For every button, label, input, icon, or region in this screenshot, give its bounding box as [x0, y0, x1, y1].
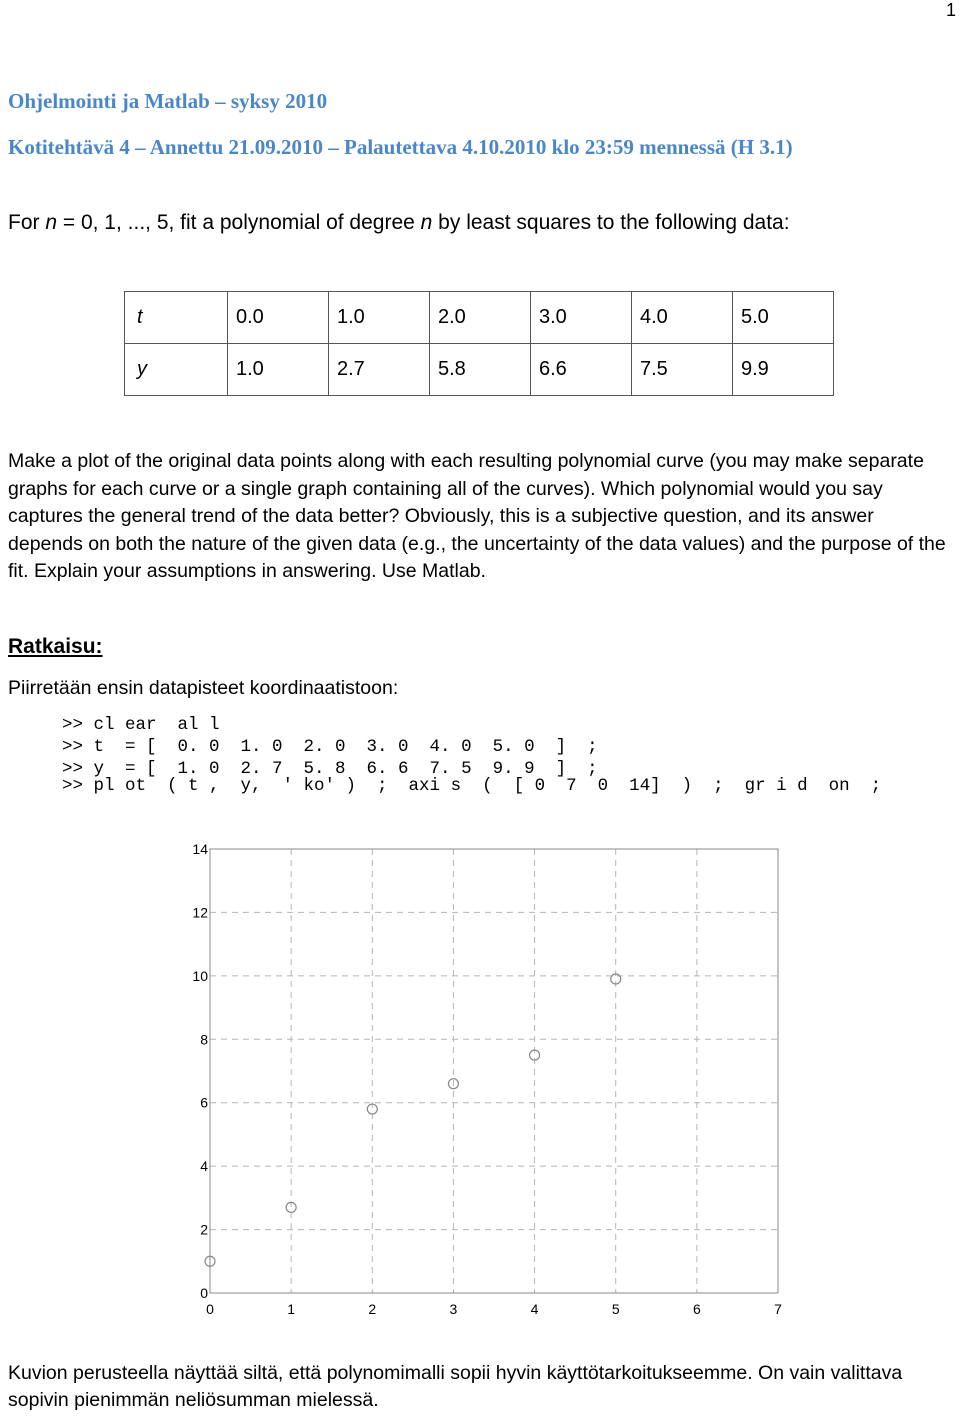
row-label: y [125, 344, 228, 396]
intro-prefix: For [8, 211, 46, 234]
y-tick-label: 0 [200, 1285, 208, 1301]
axes-box [210, 849, 778, 1293]
x-tick-label: 6 [692, 1301, 701, 1317]
code-line: >> t = [ 0. 0 1. 0 2. 0 3. 0 4. 0 5. 0 ] ; [62, 737, 598, 757]
table-cell: 9.9 [733, 344, 834, 396]
table-row-t [125, 292, 834, 344]
table-cell: 1.0 [329, 292, 430, 344]
y-tick-label: 8 [200, 1031, 208, 1048]
table-cell: 0.0 [228, 292, 329, 344]
code-line: >> cl ear al l [62, 715, 220, 735]
data-points [205, 974, 621, 1266]
task-text: Make a plot of the original data points along with each resulting polynomial curve (you may make separate graphs for each curve or a single graph containing all of the curves). Which polynomial would you say captures the general trend of the data better? Obviously, this is a subjective question, and its answer depends on both the nature of the given data (e.g., the uncertainty of the data values) and the purpose of the fit. Explain your assumptions in answering. Use Matlab. [8, 450, 946, 582]
problem-intro [8, 211, 790, 235]
table-cell: 7.5 [632, 344, 733, 396]
x-tick-label: 2 [368, 1301, 377, 1317]
solution-heading: Ratkaisu: [8, 635, 103, 658]
intro-range: = 0, 1, ..., 5, fit a polynomial of degree [57, 211, 421, 234]
intro-n-variable: n [45, 211, 58, 234]
plot-frame [210, 849, 778, 1293]
assignment-line: Kotitehtävä 4 – Annettu 21.09.2010 – Palautettava 4.10.2010 klo 23:59 mennessä (H 3.1) [8, 135, 793, 159]
conclusion-text: Kuvion perusteella näyttää siltä, että polynomimalli sopii hyvin käyttötarkoitukseemme. On vain valittava sopivin pienimmän neliösumman mielessä. [8, 1362, 903, 1411]
y-tick-label: 4 [200, 1158, 208, 1175]
grid-lines [210, 849, 778, 1293]
code-line: >> y = [ 1. 0 2. 7 5. 8 6. 6 7. 5 9. 9 ] ; [62, 759, 598, 779]
row-label: t [125, 292, 228, 344]
intro-n-variable-2: n [420, 211, 433, 234]
x-tick-label: 1 [287, 1301, 296, 1317]
y-tick-label: 6 [200, 1094, 208, 1111]
table-cell: 3.0 [531, 292, 632, 344]
x-tick-label: 5 [611, 1301, 620, 1317]
data-table [124, 291, 834, 396]
page-number: 1 [945, 0, 956, 20]
y-tick-label: 10 [192, 967, 208, 984]
course-title: Ohjelmointi ja Matlab – syksy 2010 [8, 89, 328, 113]
x-tick-label: 3 [449, 1301, 458, 1317]
table-cell: 4.0 [632, 292, 733, 344]
table-cell: 2.7 [329, 344, 430, 396]
solution-intro: Piirretään ensin datapisteet koordinaatistoon: [8, 677, 399, 699]
table-cell: 1.0 [228, 344, 329, 396]
table-cell: 2.0 [430, 292, 531, 344]
scatter-plot [180, 838, 800, 1328]
x-tick-label: 0 [206, 1301, 214, 1317]
x-tick-label: 7 [774, 1301, 782, 1317]
x-tick-label: 4 [530, 1301, 539, 1317]
table-cell: 5.0 [733, 292, 834, 344]
table-cell: 5.8 [430, 344, 531, 396]
table-cell: 6.6 [531, 344, 632, 396]
code-line: >> pl ot ( t , y, ' ko' ) ; axi s ( [ 0 7 0 14] ) ; gr i d on ; [62, 776, 882, 796]
y-tick-label: 14 [192, 841, 208, 857]
table-row-y [125, 344, 834, 396]
y-tick-label: 12 [192, 904, 208, 921]
intro-suffix: by least squares to the following data: [432, 211, 790, 234]
y-tick-label: 2 [200, 1221, 208, 1238]
